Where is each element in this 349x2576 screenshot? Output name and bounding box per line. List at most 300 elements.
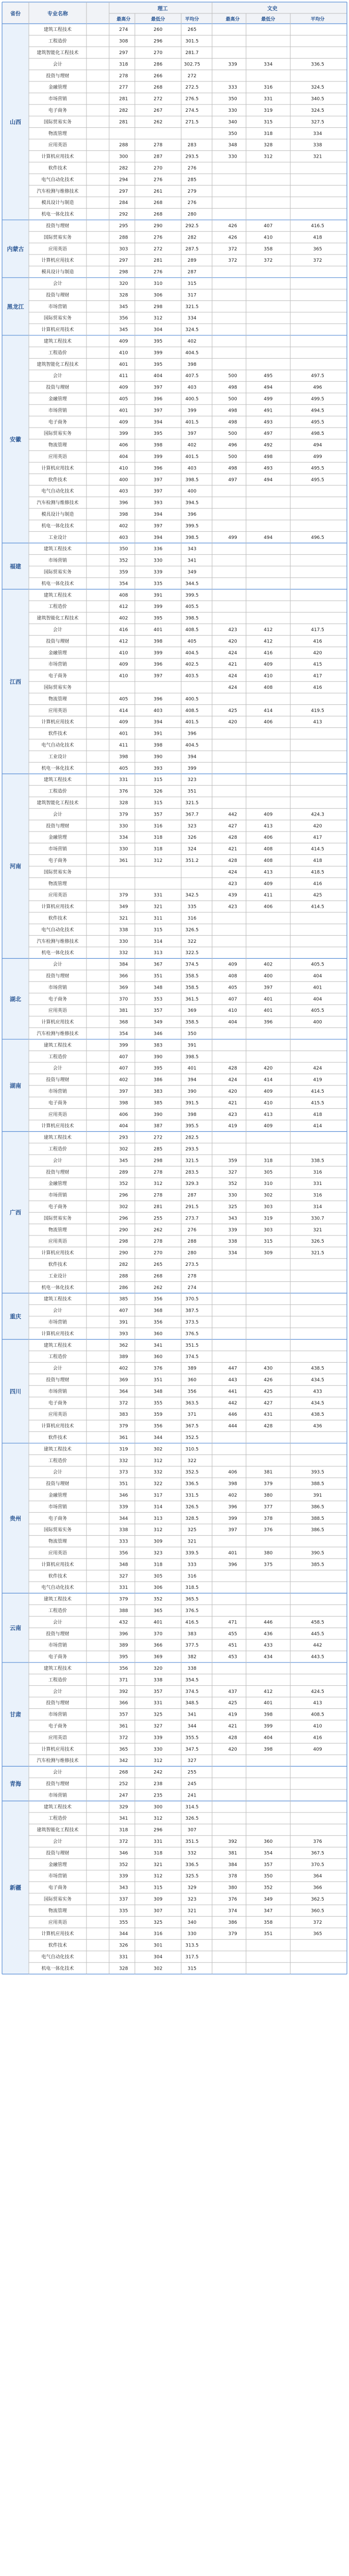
score-arts-min: 358 [264,246,273,252]
major-name: 会计 [53,1770,63,1775]
province-name: 湖北 [10,995,21,1003]
score-arts-avg: 419.5 [311,708,324,714]
major-name: 投资与理财 [46,1701,69,1706]
major-name: 会计 [53,1066,63,1072]
score-sci-max: 344 [119,1516,128,1521]
score-sci-min: 336 [153,547,163,552]
table-row [48,1007,324,1013]
score-sci-avg: 326.5 [185,1504,199,1510]
table-row [48,1099,324,1106]
score-arts-max: 330 [228,1193,237,1198]
major-name: 工程造价 [48,1354,67,1360]
score-sci-min: 393 [153,500,163,506]
major-name: 电子商务 [48,1205,67,1210]
score-sci-avg: 287 [187,269,197,275]
score-arts-avg: 367.5 [311,1851,324,1856]
major-name: 电子商务 [48,1516,67,1521]
score-sci-max: 289 [119,1170,128,1175]
score-arts-max: 334 [228,1250,237,1256]
score-arts-min: 358 [264,1920,273,1925]
score-sci-min: 331 [153,1701,163,1706]
score-sci-avg: 405.5 [185,604,199,610]
major-name: 建筑智能化工程技术 [37,50,79,56]
score-arts-max: 500 [228,397,237,402]
score-arts-max: 330 [228,154,237,160]
score-sci-max: 302 [119,1147,128,1152]
score-sci-avg: 373.5 [185,1320,199,1325]
score-arts-avg: 365 [313,246,322,252]
score-sci-max: 343 [119,1885,128,1891]
score-arts-avg: 404 [313,996,322,1002]
table-row [41,926,198,933]
score-sci-avg: 282 [187,235,197,241]
score-sci-min: 268 [153,85,163,91]
table-row [41,199,196,206]
score-sci-max: 284 [119,200,128,206]
score-sci-avg: 351.2 [185,858,199,863]
major-name: 应用英语 [48,1239,67,1245]
score-arts-min: 406 [264,904,273,910]
score-sci-avg: 396 [187,731,197,737]
score-arts-min: 396 [264,1020,273,1025]
major-name: 应用英语 [48,246,67,252]
score-sci-avg: 350 [187,1031,197,1037]
score-sci-max: 332 [119,951,128,956]
score-arts-max: 348 [228,143,237,148]
score-arts-min: 397 [264,985,273,991]
province-name: 甘肃 [10,1711,21,1718]
score-sci-min: 331 [153,893,163,899]
score-sci-max: 409 [119,385,128,391]
score-arts-max: 397 [228,1528,237,1533]
score-sci-avg: 358.5 [185,985,199,991]
table-row [48,1792,197,1798]
score-sci-max: 409 [119,662,128,668]
score-arts-min: 360 [264,1839,273,1844]
score-arts-avg: 415.5 [311,1100,324,1106]
score-sci-avg: 382 [187,1654,197,1660]
score-arts-min: 375 [264,1562,273,1568]
score-sci-avg: 322 [187,1458,197,1464]
major-name: 电气自动化技术 [41,927,74,933]
score-sci-avg: 340 [187,1920,197,1925]
score-sci-min: 390 [153,1112,163,1117]
score-sci-min: 260 [153,27,163,33]
score-arts-avg: 418 [313,235,322,241]
score-sci-avg: 347.5 [185,1747,199,1752]
major-name: 工程造价 [48,1147,67,1152]
score-sci-min: 238 [153,1782,163,1787]
score-sci-max: 302 [119,1205,128,1210]
major-name: 电子商务 [48,1724,67,1729]
score-sci-max: 268 [119,1770,128,1775]
score-sci-min: 304 [153,327,163,333]
table-row [37,49,198,56]
score-sci-avg: 328.5 [185,1516,199,1521]
table-row [44,1215,324,1221]
major-name: 投资与理财 [46,1077,69,1083]
score-sci-min: 313 [153,1516,163,1521]
score-sci-avg: 354.5 [185,1677,199,1683]
score-arts-min: 408 [264,846,273,852]
table-row [41,327,198,333]
table-row [46,1631,324,1637]
major-name: 电子商务 [48,108,67,113]
score-arts-min: 428 [264,1423,273,1429]
score-arts-min: 377 [264,1504,273,1510]
score-arts-min: 376 [264,1528,273,1533]
major-name: 工业设计 [48,535,67,540]
table-row [37,615,198,621]
score-arts-max: 330 [228,108,237,113]
score-arts-avg: 417 [313,835,322,841]
score-arts-avg: 413 [313,720,322,725]
score-sci-avg: 287 [187,1193,197,1198]
major-name: 建筑工程技术 [43,1297,72,1302]
score-sci-max: 409 [119,419,128,425]
score-sci-min: 356 [153,1320,163,1325]
major-name: 电气自动化技术 [41,1955,74,1960]
table-row [48,1503,324,1510]
table-row [53,280,197,286]
score-arts-min: 315 [264,120,273,125]
score-arts-max: 396 [228,1562,237,1568]
major-name: 建筑工程技术 [43,777,72,783]
score-sci-max: 412 [119,604,128,610]
score-sci-max: 282 [119,1262,128,1267]
table-row [44,430,324,436]
score-sci-min: 287 [153,154,163,160]
major-name: 物流管理 [48,1227,67,1233]
province-name: 河南 [10,863,21,870]
score-sci-min: 312 [153,858,163,863]
score-arts-max: 424 [228,685,237,690]
score-sci-avg: 283 [187,143,197,148]
major-name: 电气自动化技术 [41,1585,74,1591]
table-row [41,488,196,494]
major-name: 计算机应用技术 [41,1423,74,1429]
table-row [44,1896,324,1902]
score-sci-min: 386 [153,1077,163,1083]
score-sci-max: 296 [119,1193,128,1198]
score-sci-max: 364 [119,1389,128,1395]
score-sci-avg: 351.5 [185,1839,199,1844]
table-row [48,1676,199,1683]
header-major: 专业名称 [47,11,68,17]
score-sci-min: 312 [153,1181,163,1187]
table-row [53,1619,324,1625]
score-sci-max: 401 [119,408,128,414]
score-sci-min: 394 [153,535,163,540]
major-name: 汽车检测与维修技术 [37,939,79,944]
major-name: 国际贸易实务 [43,685,72,690]
table-row [48,1319,199,1325]
score-arts-min: 416 [264,650,273,656]
score-arts-max: 420 [228,1089,237,1094]
table-row [48,984,322,990]
major-name: 市场营销 [48,1712,67,1718]
score-arts-max: 407 [228,996,237,1002]
score-arts-max: 421 [228,846,237,852]
score-sci-avg: 274.5 [185,108,199,113]
major-name: 国际贸易实务 [43,1216,72,1222]
table-row [48,534,324,540]
table-row [48,834,322,840]
score-arts-max: 420 [228,1747,237,1752]
score-sci-min: 330 [153,558,163,564]
score-sci-min: 278 [153,1193,163,1198]
score-sci-max: 371 [119,1677,128,1683]
score-sci-avg: 273.5 [185,1262,199,1267]
score-sci-avg: 321.5 [185,1158,199,1164]
score-sci-max: 288 [119,1274,128,1279]
score-sci-max: 412 [119,639,128,645]
score-sci-max: 326 [119,1943,128,1948]
score-sci-max: 350 [119,547,128,552]
score-sci-avg: 371 [187,1412,197,1418]
score-sci-min: 315 [153,927,163,933]
score-sci-min: 351 [153,974,163,979]
score-sci-min: 396 [153,697,163,702]
score-sci-min: 278 [153,1239,163,1245]
table-row [46,638,322,644]
score-arts-max: 420 [228,639,237,645]
score-arts-min: 379 [264,1481,273,1487]
score-arts-max: 442 [228,1400,237,1406]
score-sci-max: 383 [119,1412,128,1418]
score-arts-avg: 405.5 [311,1008,324,1014]
table-row [48,857,322,863]
table-row [48,130,322,137]
score-arts-min: 494 [264,535,273,540]
score-sci-min: 325 [153,1712,163,1718]
score-sci-max: 339 [119,1504,128,1510]
score-arts-avg: 499 [313,454,322,460]
score-sci-min: 318 [153,846,163,852]
table-row [44,1296,199,1302]
score-sci-max: 407 [119,1308,128,1314]
table-row [53,1688,324,1694]
score-sci-min: 394 [153,720,163,725]
score-arts-avg: 376 [313,1839,322,1844]
score-sci-min: 385 [153,1100,163,1106]
score-arts-avg: 414.5 [311,1089,324,1094]
score-sci-avg: 402.5 [185,662,199,668]
table-row [48,846,324,852]
score-sci-max: 334 [119,835,128,841]
score-arts-max: 343 [228,1216,237,1222]
score-arts-max: 427 [228,823,237,829]
score-sci-min: 323 [153,1551,163,1556]
table-row [41,1584,198,1590]
table-row [41,950,198,956]
score-sci-max: 327 [119,1573,128,1579]
score-arts-min: 378 [264,1516,273,1521]
major-name: 会计 [53,1620,63,1625]
score-arts-avg: 445.5 [311,1631,324,1637]
major-name: 计算机应用技术 [41,1331,74,1337]
score-sci-min: 390 [153,1054,163,1060]
table-row [48,650,322,656]
major-name: 电子商务 [48,419,67,425]
major-name: 建筑工程技术 [43,1343,72,1348]
score-arts-min: 413 [264,823,273,829]
score-arts-min: 319 [264,1216,273,1222]
score-sci-avg: 352.5 [185,1470,199,1476]
score-arts-avg: 424.5 [311,1689,324,1694]
major-name: 机电一体化技术 [41,581,74,587]
score-sci-avg: 313.5 [185,1943,199,1948]
score-arts-min: 420 [264,1066,273,1072]
major-name: 工程造价 [48,1458,67,1464]
major-name: 模具设计与制造 [41,269,74,275]
table-row [48,1238,324,1244]
score-sci-max: 331 [119,777,128,783]
score-arts-avg: 496 [313,385,322,391]
score-sci-max: 372 [119,1735,128,1741]
score-arts-max: 325 [228,1205,237,1210]
score-arts-max: 404 [228,1020,237,1025]
score-sci-avg: 358.5 [185,1020,199,1025]
score-sci-avg: 331.5 [185,1493,199,1498]
score-sci-max: 368 [119,1020,128,1025]
table-row [53,1308,199,1314]
table-row [46,73,196,79]
header-science-avg: 平均分 [185,17,199,22]
score-arts-min: 406 [264,835,273,841]
score-sci-avg: 374.5 [185,1354,199,1360]
table-row [48,165,197,171]
score-sci-max: 321 [119,916,128,921]
score-sci-min: 348 [153,985,163,991]
score-sci-avg: 370.5 [185,1297,199,1302]
score-sci-max: 402 [119,1077,128,1083]
score-arts-min: 409 [264,881,273,887]
score-sci-min: 322 [153,1481,163,1487]
score-arts-avg: 498.5 [311,431,324,437]
score-sci-max: 293 [119,1135,128,1141]
score-arts-avg: 321.5 [311,1250,324,1256]
score-sci-max: 342 [119,1758,128,1764]
major-name: 电气自动化技术 [41,177,74,183]
score-sci-max: 318 [119,1827,128,1833]
table-row [48,1434,199,1440]
score-sci-max: 338 [119,927,128,933]
score-sci-max: 400 [119,477,128,483]
score-sci-min: 300 [153,1804,163,1810]
major-name: 电子商务 [48,1654,67,1660]
major-name: 建筑工程技术 [43,1666,72,1671]
score-arts-max: 444 [228,1423,237,1429]
score-arts-avg: 433 [313,1389,322,1395]
score-sci-min: 391 [153,592,163,598]
score-sci-max: 369 [119,985,128,991]
table-row [41,765,196,771]
score-sci-avg: 404.5 [185,650,199,656]
score-arts-avg: 495.5 [311,466,324,471]
table-row [41,269,196,275]
score-arts-min: 302 [264,1193,273,1198]
score-sci-min: 317 [153,1493,163,1498]
score-sci-min: 270 [153,50,163,56]
score-sci-avg: 344.5 [185,581,199,587]
score-arts-max: 500 [228,374,237,379]
major-name: 应用英语 [48,1551,67,1556]
major-name: 软件技术 [48,731,67,737]
score-sci-avg: 324 [187,846,197,852]
table-row [48,1492,322,1498]
table-header [2,2,347,24]
table-row [41,580,198,586]
table-row [48,1734,322,1740]
major-name: 应用英语 [48,708,67,714]
major-name: 计算机应用技术 [41,258,74,264]
score-sci-avg: 401.5 [185,419,199,425]
major-name: 国际贸易实务 [43,870,72,875]
score-sci-min: 383 [153,1089,163,1094]
major-name: 市场营销 [48,1874,67,1879]
table-row [48,1088,324,1094]
score-sci-min: 387 [153,1124,163,1129]
score-sci-avg: 400 [187,489,197,495]
score-sci-avg: 344 [187,1724,197,1729]
score-sci-avg: 399 [187,766,197,771]
province-name: 贵州 [10,1515,21,1522]
score-arts-avg: 420 [313,823,322,829]
score-sci-max: 416 [119,628,128,633]
major-name: 计算机应用技术 [41,466,74,471]
score-sci-max: 365 [119,1747,128,1752]
score-arts-max: 419 [228,1712,237,1718]
table-row [53,372,324,379]
major-name: 国际贸易实务 [43,235,72,241]
score-sci-avg: 398 [187,362,197,367]
score-arts-min: 431 [264,1412,273,1418]
score-sci-avg: 317.5 [185,1955,199,1960]
score-sci-max: 319 [119,1447,128,1452]
table-row [48,1919,322,1925]
score-sci-max: 398 [119,512,128,517]
score-sci-max: 281 [119,120,128,125]
score-sci-max: 345 [119,327,128,333]
score-sci-max: 351 [119,1481,128,1487]
score-sci-min: 352 [153,1597,163,1602]
score-sci-max: 345 [119,304,128,310]
score-sci-avg: 287.5 [185,246,199,252]
score-sci-avg: 398.5 [185,1054,199,1060]
score-sci-min: 272 [153,96,163,102]
score-arts-min: 303 [264,1227,273,1233]
score-sci-max: 252 [119,1782,128,1787]
score-arts-max: 384 [228,1862,237,1868]
score-sci-avg: 367.7 [185,812,199,818]
score-arts-avg: 324.5 [311,108,324,113]
score-arts-max: 426 [228,235,237,241]
score-sci-min: 305 [153,1573,163,1579]
score-sci-max: 373 [119,1470,128,1476]
score-sci-avg: 323 [187,1897,197,1902]
score-sci-max: 361 [119,1435,128,1440]
score-arts-avg: 324.5 [311,85,324,91]
score-arts-max: 379 [228,1931,237,1937]
score-sci-min: 312 [153,1458,163,1464]
table-row [37,938,196,944]
score-sci-max: 397 [119,1089,128,1094]
table-row [48,349,199,355]
score-sci-avg: 276.5 [185,96,199,102]
score-sci-max: 328 [119,801,128,806]
score-sci-min: 398 [153,639,163,645]
